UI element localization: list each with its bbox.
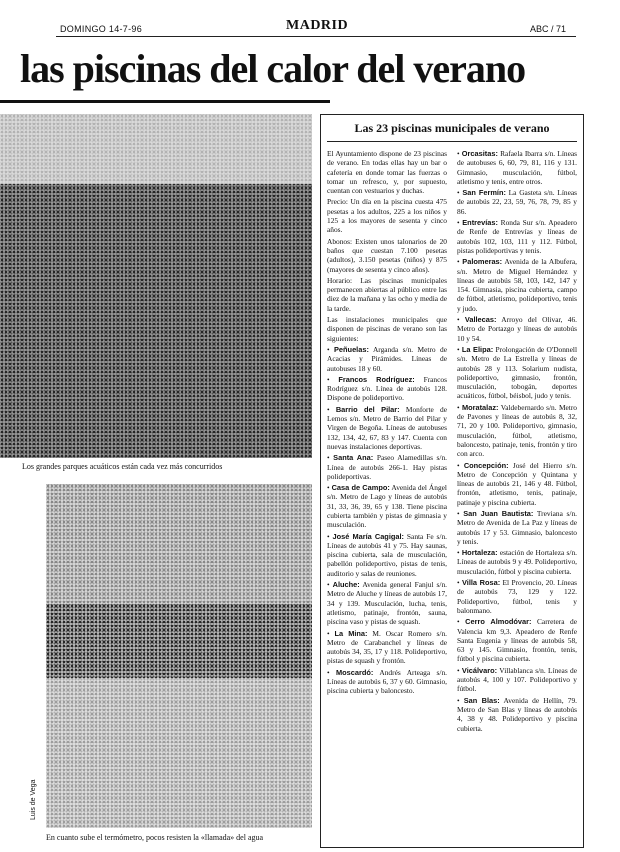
- headline: las piscinas del calor del verano: [20, 46, 526, 91]
- pool-entry: • La Elipa: Prolongación de O'Donnell s/n. Metro de La Estrella y líneas de autobús 28 y 113. Solarium nudista, polideportivo, gimnasio, frontón, musculación, tobogán, deportes acuáticos, fútbol, béisbol, judo y tenis.: [457, 344, 577, 401]
- photo-water-park: [0, 114, 312, 458]
- photo-pool-kids-water: [46, 678, 312, 828]
- pool-name: San Blas:: [463, 695, 500, 705]
- page-header: [0, 0, 620, 36]
- pool-details: Monforte de Lemos s/n. Metro de Barrio del Pilar y Virgen de Begoña. Líneas de autobuses 132, 134, 42, 67, 83 y 147. Cuenta con nuevas instalaciones deportivas.: [327, 404, 447, 451]
- intro-paragraph: Precio: Un día en la piscina cuesta 475 pesetas a los adultos, 225 a los niños y 125 a los mayores de sesenta y cinco años.: [327, 197, 447, 235]
- pool-details: La Gasteta s/n. Líneas de autobús 22, 23, 59, 76, 78, 79, 85 y 86.: [457, 188, 577, 216]
- pool-entry: • Moscardó: Andrés Arteaga s/n. Líneas de autobús 6, 37 y 60. Gimnasio, piscina cubierta y baloncesto.: [327, 667, 447, 696]
- pool-entry: • San Blas: Avenida de Hellín, 79. Metro de San Blas y líneas de autobús 4, 38 y 48. Polideportivo y piscina cubierta.: [457, 695, 577, 733]
- box-column-right: [457, 149, 577, 841]
- pool-entry: • Santa Ana: Paseo Alamedillas s/n. Línea de autobús 266-1. Hay pistas polideportivas.: [327, 453, 447, 481]
- pool-entry: • Francos Rodríguez: Francos Rodríguez s/n. Línea de autobús 128. Dispone de polideportivo.: [327, 374, 447, 403]
- intro-paragraph: Horario: Las piscinas municipales permanecen abiertas al público entre las diez de la mañana y las ocho y media de la tarde.: [327, 275, 447, 313]
- pool-entry: • Hortaleza: estación de Hortaleza s/n. Líneas de autobús 9 y 49. Polideportivo, musculación, fútbol y piscina cubierta.: [457, 548, 577, 576]
- photo-caption-bottom: En cuanto sube el termómetro, pocos resisten la «llamada» del agua: [46, 833, 264, 842]
- pool-name: San Juan Bautista:: [463, 508, 534, 518]
- pool-details: El Provencio, 20. Líneas de autobús 73, 129 y 122. Polideportivo, fútbol, tenis y balonmano.: [457, 578, 577, 615]
- pool-details: Prolongación de O'Donnell s/n. Metro de La Estrella y líneas de autobús 28 y 113. Solarium nudista, polideportivo, gimnasio, frontón, musculación, tobogán, deportes acuáticos, fútbol, béisbol, judo y tenis.: [457, 344, 577, 401]
- pools-info-box: [320, 114, 584, 848]
- pool-details: Andrés Arteaga s/n. Líneas de autobús 6, 37 y 60. Gimnasio, piscina cubierta y baloncesto.: [327, 667, 447, 696]
- photo-caption-top: Los grandes parques acuáticos están cada vez más concurridos: [22, 462, 223, 471]
- pool-name: Vicálvaro:: [461, 665, 498, 675]
- pool-details: Francos Rodríguez s/n. Línea de autobús 128. Dispone de polideportivo.: [327, 374, 447, 403]
- pool-entry: • Palomeras: Avenida de la Albufera, s/n. Metro de Miguel Hernández y líneas de autobús 58, 103, 142, 147 y 154. Gimnasia, piscina cubierta, campo de fútbol, atletismo, polideportivo, tenis y judo.: [457, 257, 577, 313]
- pool-details: Avenida del Ángel s/n. Metro de Lago y líneas de autobús 31, 33, 36, 39, 65 y 138. Tiene piscina cubierta también y pistas de gimnasia y musculación.: [327, 483, 447, 530]
- pool-details: Treviana s/n. Metro de Avenida de La Paz y líneas de autobús 17 y 53. Gimnasio, baloncesto y tenis.: [457, 508, 577, 546]
- pool-entry: • Aluche: Avenida general Fanjul s/n. Metro de Aluche y líneas de autobús 17, 34 y 139. Musculación, lucha, tenis, atletismo, patinaje, frontón, sauna, piscina vaso y pistas de squash.: [327, 580, 447, 627]
- box-title-rule: [327, 141, 577, 142]
- pool-entry: • Entrevías: Ronda Sur s/n. Apeadero de Renfe de Entrevías y líneas de autobús 102, 103, 111 y 112. Fútbol, pistas polideportivas y tenis.: [457, 218, 577, 255]
- header-rule: [56, 36, 576, 37]
- header-section: MADRID: [286, 18, 349, 33]
- pool-name: San Fermín:: [462, 188, 506, 198]
- pool-entry: • Casa de Campo: Avenida del Ángel s/n. Metro de Lago y líneas de autobús 31, 33, 36, 39, 65 y 138. Tiene piscina cubierta también y pistas de gimnasia y musculación.: [327, 483, 447, 530]
- box-title: Las 23 piscinas municipales de verano: [354, 121, 550, 135]
- pool-name: Barrio del Pilar:: [335, 404, 400, 414]
- intro-paragraph: El Ayuntamiento dispone de 23 piscinas de verano. En todas ellas hay un bar o cafetería en donde tomar las fuerzas o tomar un refresco, y, por supuesto, cuentan con vestuarios y duchas.: [327, 149, 447, 196]
- pool-details: Avenida general Fanjul s/n. Metro de Aluche y líneas de autobús 17, 34 y 139. Musculación, lucha, tenis, atletismo, patinaje, frontón, sauna, piscina vaso y pistas de squash.: [327, 580, 447, 627]
- pool-entry: • Moratalaz: Valdebernardo s/n. Metro de Pavones y líneas de autobús 8, 32, 71, 20 y 100. Polideportivo, gimnasio, musculación, fútbol, atletismo, baloncesto, patinaje, tenis, frontón y tiro con arco.: [457, 402, 577, 459]
- pool-details: Rafaela Ibarra s/n. Líneas de autobuses 6, 60, 79, 81, 116 y 131. Gimnasio, musculación, fútbol, atletismo y tenis, entre otros.: [457, 149, 577, 186]
- pool-entry: • La Mina: M. Oscar Romero s/n. Metro de Carabanchel y líneas de autobús 34, 35, 17 y 118. Polideportivo, pistas de squash y frontón.: [327, 628, 447, 666]
- pool-name: Palomeras:: [462, 257, 503, 267]
- pool-name: Aluche:: [332, 580, 360, 590]
- pool-name: José María Cagigal:: [332, 531, 405, 541]
- pool-name: Moscardó:: [336, 667, 374, 677]
- pool-entry: • Barrio del Pilar: Monforte de Lemos s/n. Metro de Barrio del Pilar y Virgen de Begoña. Líneas de autobuses 132, 134, 42, 67, 83 y 147. Cuenta con nuevas instalaciones deportivas.: [327, 404, 447, 451]
- pool-details: Villablanca s/n. Líneas de autobús 4, 100 y 107. Polideportivo y fútbol.: [457, 665, 577, 694]
- pool-details: M. Oscar Romero s/n. Metro de Carabanchel y líneas de autobús 34, 35, 17 y 118. Polideportivo, pistas de squash y frontón.: [327, 628, 447, 666]
- pool-details: Arroyo del Olivar, 46. Metro de Portazgo y líneas de autobús 10 y 54.: [457, 315, 577, 343]
- pool-entry: • Orcasitas: Rafaela Ibarra s/n. Líneas de autobuses 6, 60, 79, 81, 116 y 131. Gimnasio, musculación, fútbol, atletismo y tenis, entre otros.: [457, 149, 577, 186]
- pool-details: Carretera de Valencia km 9,3. Apeadero de Renfe Santa Eugenia y líneas de autobús 58, 63 y 145. Gimnasio, frontón, tenis, fútbol y piscina cubierta.: [457, 617, 577, 664]
- pool-details: estación de Hortaleza s/n. Líneas de autobús 9 y 49. Polideportivo, musculación, fútbol y piscina cubierta.: [457, 548, 577, 576]
- pool-entry: • San Juan Bautista: Treviana s/n. Metro de Avenida de La Paz y líneas de autobús 17 y 53. Gimnasio, baloncesto y tenis.: [457, 508, 577, 546]
- pool-entry: • Peñuelas: Arganda s/n. Metro de Acacias y Pirámides. Líneas de autobuses 18 y 60.: [327, 344, 447, 373]
- photo-pool-kids: [46, 484, 312, 828]
- pool-name: Santa Ana:: [333, 453, 374, 463]
- pool-details: José del Hierro s/n. Metro de Concepción y Quintana y líneas de autobús 21, 146 y 48. Fútbol, frontón, atletismo, tenis, patinaje, patinaje y piscina cubierta.: [457, 460, 577, 507]
- pool-details: Ronda Sur s/n. Apeadero de Renfe de Entrevías y líneas de autobús 102, 103, 111 y 112. Fútbol, pistas polideportivas y tenis.: [457, 218, 577, 255]
- pool-entry: • José María Cagigal: Santa Fe s/n. Líneas de autobús 41 y 75. Hay saunas, piscina cubierta, sala de musculación, pabellón polideportivo, pistas de tenis, auditorio y salas de reuniones.: [327, 531, 447, 578]
- pool-name: Concepción:: [463, 460, 509, 470]
- intro-paragraph: Abonos: Existen unos talonarios de 20 baños que cuestan 7.100 pesetas (adultos), 3.150 pesetas (niños) y 875 (mayores de sesenta y cinco años).: [327, 236, 447, 274]
- pool-name: Cerro Almodóvar:: [465, 617, 532, 627]
- pool-entry: • Vallecas: Arroyo del Olivar, 46. Metro de Portazgo y líneas de autobús 10 y 54.: [457, 315, 577, 343]
- pool-name: Villa Rosa:: [461, 578, 501, 588]
- pool-name: La Mina:: [334, 628, 368, 638]
- header-date: DOMINGO 14-7-96: [60, 24, 143, 34]
- headline-rule: [0, 100, 330, 103]
- pool-name: Entrevías:: [462, 218, 498, 228]
- photo-credit: Luis de Vega: [30, 779, 37, 820]
- pool-entry: • Vicálvaro: Villablanca s/n. Líneas de autobús 4, 100 y 107. Polideportivo y fútbol.: [457, 665, 577, 694]
- pool-details: Valdebernardo s/n. Metro de Pavones y líneas de autobús 8, 32, 71, 20 y 100. Polideportivo, gimnasio, musculación, fútbol, atletismo, baloncesto, patinaje, tenis, frontón y tiro con arco.: [457, 402, 577, 459]
- pool-name: Orcasitas:: [461, 149, 498, 158]
- pool-entry: • Villa Rosa: El Provencio, 20. Líneas de autobús 73, 129 y 122. Polideportivo, fútbol, tenis y balonmano.: [457, 578, 577, 615]
- pool-entry: • San Fermín: La Gasteta s/n. Líneas de autobús 22, 23, 59, 76, 78, 79, 85 y 86.: [457, 188, 577, 216]
- pool-name: Casa de Campo:: [331, 483, 390, 493]
- pool-details: Avenida de la Albufera, s/n. Metro de Miguel Hernández y líneas de autobús 58, 103, 142, 147 y 154. Gimnasia, piscina cubierta, campo de fútbol, atletismo, polideportivo, tenis y judo.: [457, 257, 577, 313]
- photo-water-park-sky: [0, 114, 312, 184]
- pool-details: Arganda s/n. Metro de Acacias y Pirámides. Líneas de autobuses 18 y 60.: [327, 344, 447, 373]
- header-page: ABC / 71: [530, 24, 567, 34]
- box-column-left: [327, 149, 447, 841]
- pool-details: Santa Fe s/n. Líneas de autobús 41 y 75. Hay saunas, piscina cubierta, sala de musculación, pabellón polideportivo, pistas de tenis, auditorio y salas de reuniones.: [327, 531, 447, 578]
- pool-name: Hortaleza:: [461, 548, 498, 558]
- pool-name: La Elipa:: [461, 344, 494, 354]
- pool-details: Avenida de Hellín, 79. Metro de San Blas y líneas de autobús 4, 38 y 48. Polideportivo y piscina cubierta.: [457, 695, 577, 733]
- pool-entry: • Cerro Almodóvar: Carretera de Valencia km 9,3. Apeadero de Renfe Santa Eugenia y líneas de autobús 58, 63 y 145. Gimnasio, frontón, tenis, fútbol y piscina cubierta.: [457, 617, 577, 664]
- pool-name: Vallecas:: [464, 315, 497, 325]
- pool-name: Peñuelas:: [334, 344, 369, 354]
- photo-pool-kids-sky: [46, 484, 312, 604]
- pool-name: Moratalaz:: [461, 402, 499, 412]
- pool-name: Francos Rodríguez:: [338, 374, 415, 384]
- intro-paragraph: Las instalaciones municipales que disponen de piscinas de verano son las siguientes:: [327, 315, 447, 343]
- pool-details: Paseo Alamedillas s/n. Línea de autobús 266-1. Hay pistas polideportivas.: [327, 453, 447, 481]
- pool-entry: • Concepción: José del Hierro s/n. Metro de Concepción y Quintana y líneas de autobús 21, 146 y 48. Fútbol, frontón, atletismo, tenis, patinaje, patinaje y piscina cubierta.: [457, 460, 577, 507]
